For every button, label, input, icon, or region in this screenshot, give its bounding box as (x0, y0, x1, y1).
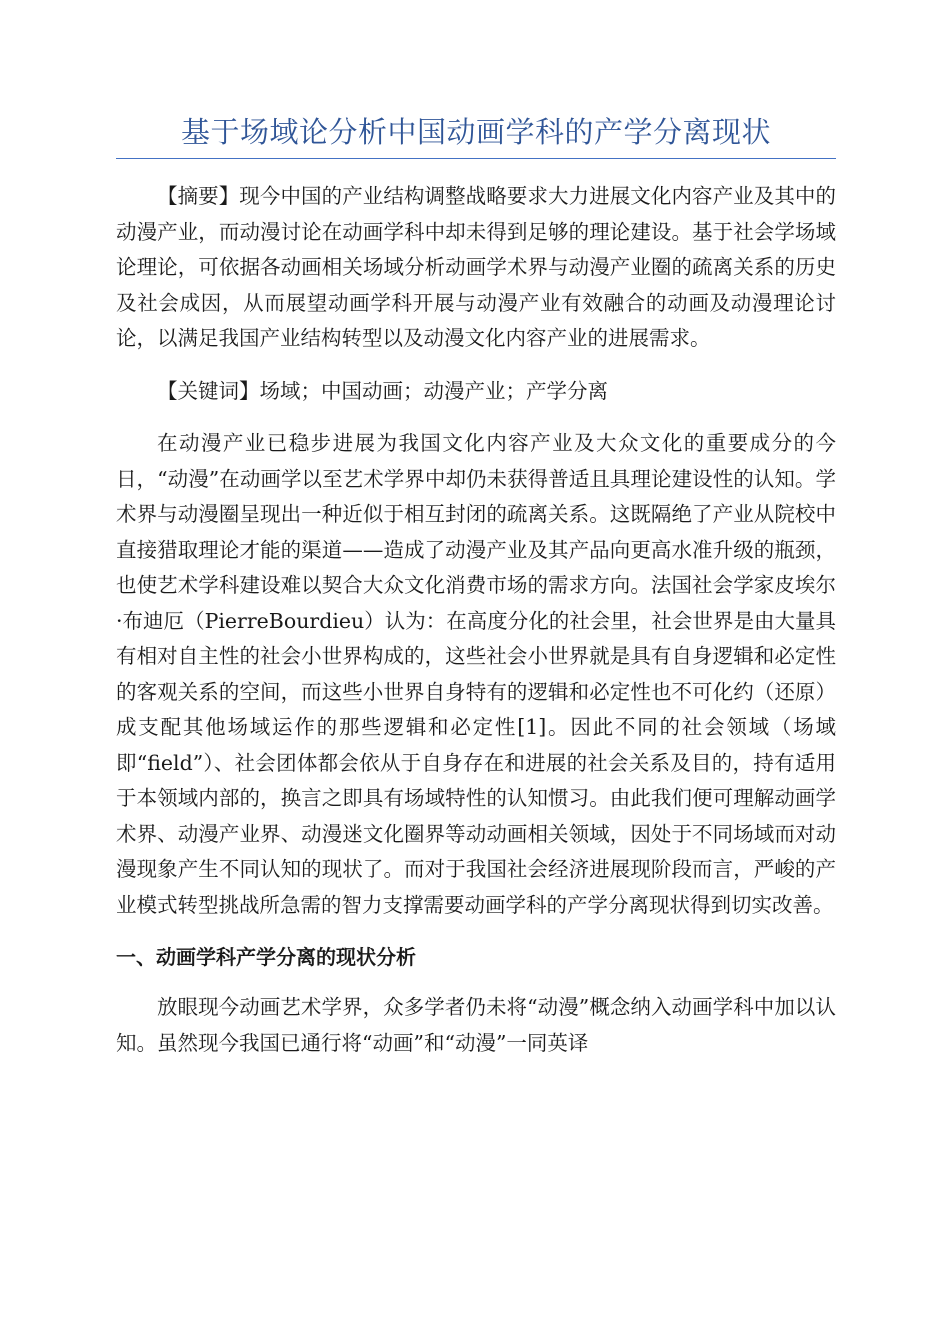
section-heading: 一、动画学科产学分离的现状分析 (116, 945, 416, 969)
keywords-paragraph: 【关键词】场域；中国动画；动漫产业；产学分离 (157, 378, 608, 403)
intro-paragraph: 在动漫产业已稳步进展为我国文化内容产业及大众文化的重要成分的今日，“动漫”在动画学以至艺术学界中却仍未获得普适且具理论建设性的认知。学术界与动漫圈呈现出一种近似于相互封闭的疏离关系。这既隔绝了产业从院校中直接猎取理论才能的渠道——造成了动漫产业及其产品向更高水准升级的瓶颈，也使艺术学科建设难以契合大众文化消费市场的需求方向。法国社会学家皮埃尔·布迪厄（PierreBourdieu）认为：在高度分化的社会里，社会世界是由大量具有相对自主性的社会小世界构成的，这些社会小世界就是具有自身逻辑和必定性的客观关系的空间，而这些小世界自身特有的逻辑和必定性也不可化约（还原）成支配其他场域运作的那些逻辑和必定性[1]。因此不同的社会领域（场域即“field”）、社会团体都会依从于自身存在和进展的社会关系及目的，持有适用于本领域内部的，换言之即具有场域特性的认知惯习。由此我们便可理解动画学术界、动漫产业界、动漫迷文化圈界等动动画相关领域，因处于不同场域而对动漫现象产生不同认知的现状了。而对于我国社会经济进展现阶段而言，严峻的产业模式转型挑战所急需的智力支撑需要动画学科的产学分离现状得到切实改善。 (116, 431, 836, 917)
document-title: 基于场域论分析中国动画学科的产学分离现状 (116, 108, 836, 159)
abstract-paragraph: 【摘要】现今中国的产业结构调整战略要求大力进展文化内容产业及其中的动漫产业，而动漫讨论在动画学科中却未得到足够的理论建设。基于社会学场域论理论，可依据各动画相关场域分析动画学术界与动漫产业圈的疏离关系的历史及社会成因，从而展望动画学科开展与动漫产业有效融合的动画及动漫理论讨论，以满足我国产业结构转型以及动漫文化内容产业的进展需求。 (116, 184, 836, 350)
document-page (116, 108, 836, 1061)
section-paragraph: 放眼现今动画艺术学界，众多学者仍未将“动漫”概念纳入动画学科中加以认知。虽然现今我国已通行将“动画”和“动漫”一同英译 (116, 995, 836, 1055)
